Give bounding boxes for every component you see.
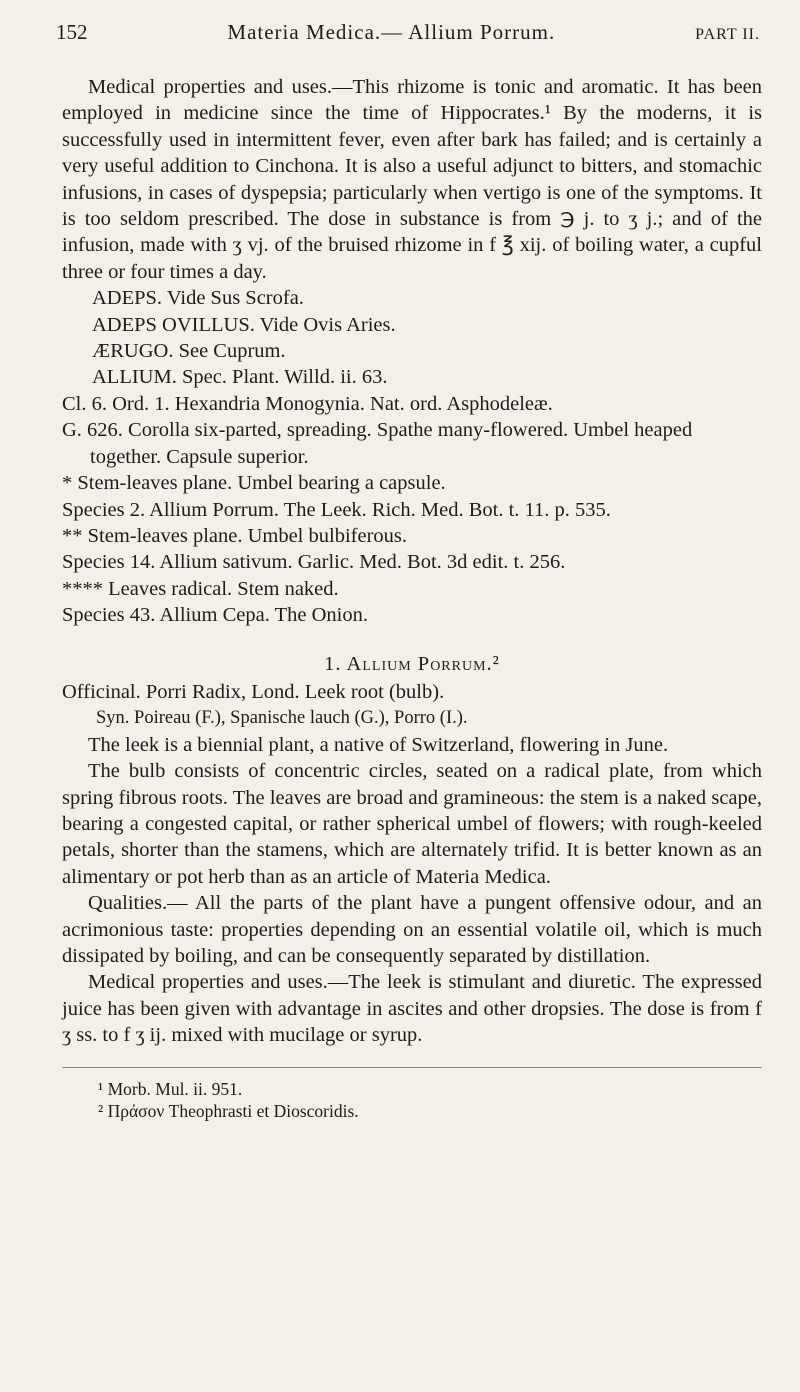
paragraph-leek-description: The bulb consists of concentric circles, seated on a radical plate, from which spring fibrous roots. The leaves are broad and gramineous: the stem is a naked scape, bearing a congested capital, or rather spherical umbel of flowers; with rough-keeled petals, shorter than the stamens, which are alternately trifid. It is better known as an alimentary or pot herb than as an article of Materia Medica.	[62, 760, 762, 888]
footnote-divider	[62, 1067, 762, 1068]
paragraph-medical-properties-leek: Medical properties and uses.—The leek is stimulant and diuretic. The expressed juice has been given with advantage in ascites and other dropsies. The dose is from f ʒ ss. to f ʒ ij. mixed with mucilage or syrup.	[62, 971, 762, 1047]
division-two: ** Stem-leaves plane. Umbel bulbiferous.	[62, 524, 407, 547]
running-header	[56, 20, 760, 45]
officinal-line: Officinal. Porri Radix, Lond. Leek root (bulb).	[62, 680, 445, 703]
entry-adeps-ovillus: ADEPS OVILLUS. Vide Ovis Aries.	[92, 313, 396, 336]
section-heading: 1. Allium Porrum.²	[324, 652, 500, 675]
allium-classification: Cl. 6. Ord. 1. Hexandria Monogynia. Nat. ord. Asphodeleæ.	[62, 392, 553, 415]
part-label: PART II.	[695, 26, 760, 43]
entry-aerugo: ÆRUGO. See Cuprum.	[92, 340, 286, 363]
allium-generic-character: G. 626. Corolla six-parted, spreading. Spathe many-flowered. Umbel heaped together. Capsule superior.	[62, 419, 693, 468]
species-14-garlic: Species 14. Allium sativum. Garlic. Med. Bot. 3d edit. t. 256.	[62, 551, 566, 574]
species-2-leek: Species 2. Allium Porrum. The Leek. Rich. Med. Bot. t. 11. p. 535.	[62, 498, 611, 521]
species-43-onion: Species 43. Allium Cepa. The Onion.	[62, 604, 368, 627]
page-body	[62, 74, 762, 1122]
paragraph-leek-intro: The leek is a biennial plant, a native of Switzerland, flowering in June.	[88, 733, 669, 756]
running-title: Materia Medica.— Allium Porrum.	[227, 20, 556, 44]
entry-allium: ALLIUM. Spec. Plant. Willd. ii. 63.	[92, 366, 388, 389]
footnote-1: ¹ Morb. Mul. ii. 951.	[98, 1078, 243, 1099]
paragraph-medical-properties-rhizome: Medical properties and uses.—This rhizome is tonic and aromatic. It has been employed in medicine since the time of Hippocrates.¹ By the moderns, it is successfully used in intermittent fever, even after bark has failed; and is certainly a very useful addition to Cinchona. It is also a useful adjunct to bitters, and stomachic infusions, in cases of dyspepsia; particularly when vertigo is one of the symptoms. It is too seldom prescribed. The dose in substance is from ℈ j. to ʒ j.; and of the infusion, made with ʒ vj. of the bruised rhizome in f ℥ xij. of boiling water, a cupful three or four times a day.	[62, 76, 762, 283]
footnote-2: ² Πράσον Theophrasti et Dioscoridis.	[98, 1100, 359, 1121]
entry-adeps: ADEPS. Vide Sus Scrofa.	[92, 287, 304, 310]
page-number: 152	[56, 20, 88, 44]
division-four: **** Leaves radical. Stem naked.	[62, 577, 339, 600]
paragraph-qualities: Qualities.— All the parts of the plant have a pungent offensive odour, and an acrimonious taste: properties depending on an essential volatile oil, which is much dissipated by boiling, and can be consequently separated by distillation.	[62, 892, 762, 967]
synonyms-line: Syn. Poireau (F.), Spanische lauch (G.), Porro (I.).	[96, 708, 468, 729]
division-one: * Stem-leaves plane. Umbel bearing a capsule.	[62, 472, 446, 495]
